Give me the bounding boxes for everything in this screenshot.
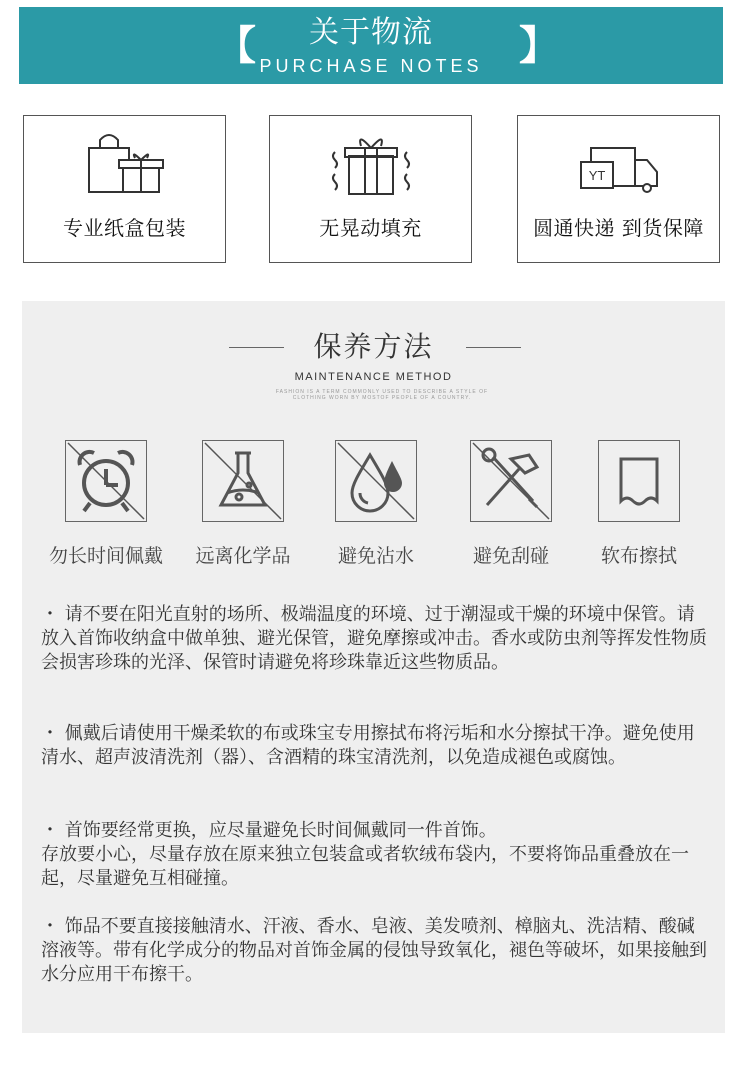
care-icon-box	[335, 440, 417, 522]
header-title-cn: 关于物流	[309, 15, 433, 50]
maintenance-panel	[22, 301, 725, 1033]
care-label: 避免沾水	[337, 545, 414, 567]
care-paragraph: ・ 饰品不要直接接触清水、汗液、香水、皂液、美发喷剂、樟脑丸、洗洁精、酸碱溶液等。带有化学成分的物品对首饰金属的侵蚀导致氧化，褪色等破坏，如果接触到水分应用干布擦干。	[41, 916, 707, 985]
care-icon-box	[598, 440, 680, 522]
care-icon-box	[470, 440, 552, 522]
care-label: 软布擦拭	[600, 545, 677, 567]
feature-label: 专业纸盒包装	[63, 216, 186, 240]
care-paragraph: ・ 佩戴后请使用干燥柔软的布或珠宝专用擦拭布将污垢和水分擦拭干净。避免使用清水、超声波清洗剂（器）、含酒精的珠宝清洗剂，以免造成褪色或腐蚀。	[41, 723, 695, 768]
feature-card-filling	[269, 115, 472, 263]
divider-line	[466, 347, 521, 348]
tools-icon	[471, 441, 551, 521]
bracket-left: 【	[216, 23, 256, 69]
header-banner	[19, 7, 723, 84]
gift-box-icon	[329, 132, 413, 198]
water-drop-icon	[336, 441, 416, 521]
care-label: 避免刮碰	[472, 545, 549, 567]
care-icon-box	[65, 440, 147, 522]
care-icon-box	[202, 440, 284, 522]
alarm-clock-icon	[66, 441, 146, 521]
soft-cloth-icon	[599, 441, 679, 521]
feature-label: 无晃动填充	[319, 216, 422, 240]
care-paragraph: ・ 首饰要经常更换，应尽量避免长时间佩戴同一件首饰。 存放要小心，尽量存放在原来独立包装盒或者软绒布袋内，不要将饰品重叠放在一起，尽量避免互相碰撞。	[41, 820, 689, 889]
feature-card-packaging	[23, 115, 226, 263]
care-label: 远离化学品	[195, 545, 291, 567]
maintenance-title: 保养方法	[313, 330, 434, 363]
feature-label: 圆通快递 到货保障	[533, 216, 704, 240]
header-title-en: PURCHASE NOTES	[259, 56, 483, 76]
chemical-flask-icon	[203, 441, 283, 521]
truck-label: YT	[588, 168, 605, 183]
bracket-right: 】	[519, 23, 559, 69]
gift-bag-icon	[83, 132, 167, 198]
care-paragraph: ・ 请不要在阳光直射的场所、极端温度的环境、过于潮湿或干燥的环境中保管。请放入首饰收纳盒中做单独、避光保管，避免摩擦或冲击。香水或防虫剂等挥发性物质会损害珍珠的光泽、保管时请避免将珍珠靠近这些物质品。	[41, 604, 707, 673]
maintenance-subtitle: MAINTENANCE METHOD	[294, 371, 453, 383]
maintenance-tiny-text: FASHION IS A TERM COMMONLY USED TO DESCRIBE A STYLE OF CLOTHING WORN BY MOSTOF PEOPLE OF A COUNTRY.	[275, 389, 489, 401]
delivery-truck-icon	[577, 132, 661, 198]
care-label: 勿长时间佩戴	[48, 545, 163, 567]
feature-card-delivery	[517, 115, 720, 263]
